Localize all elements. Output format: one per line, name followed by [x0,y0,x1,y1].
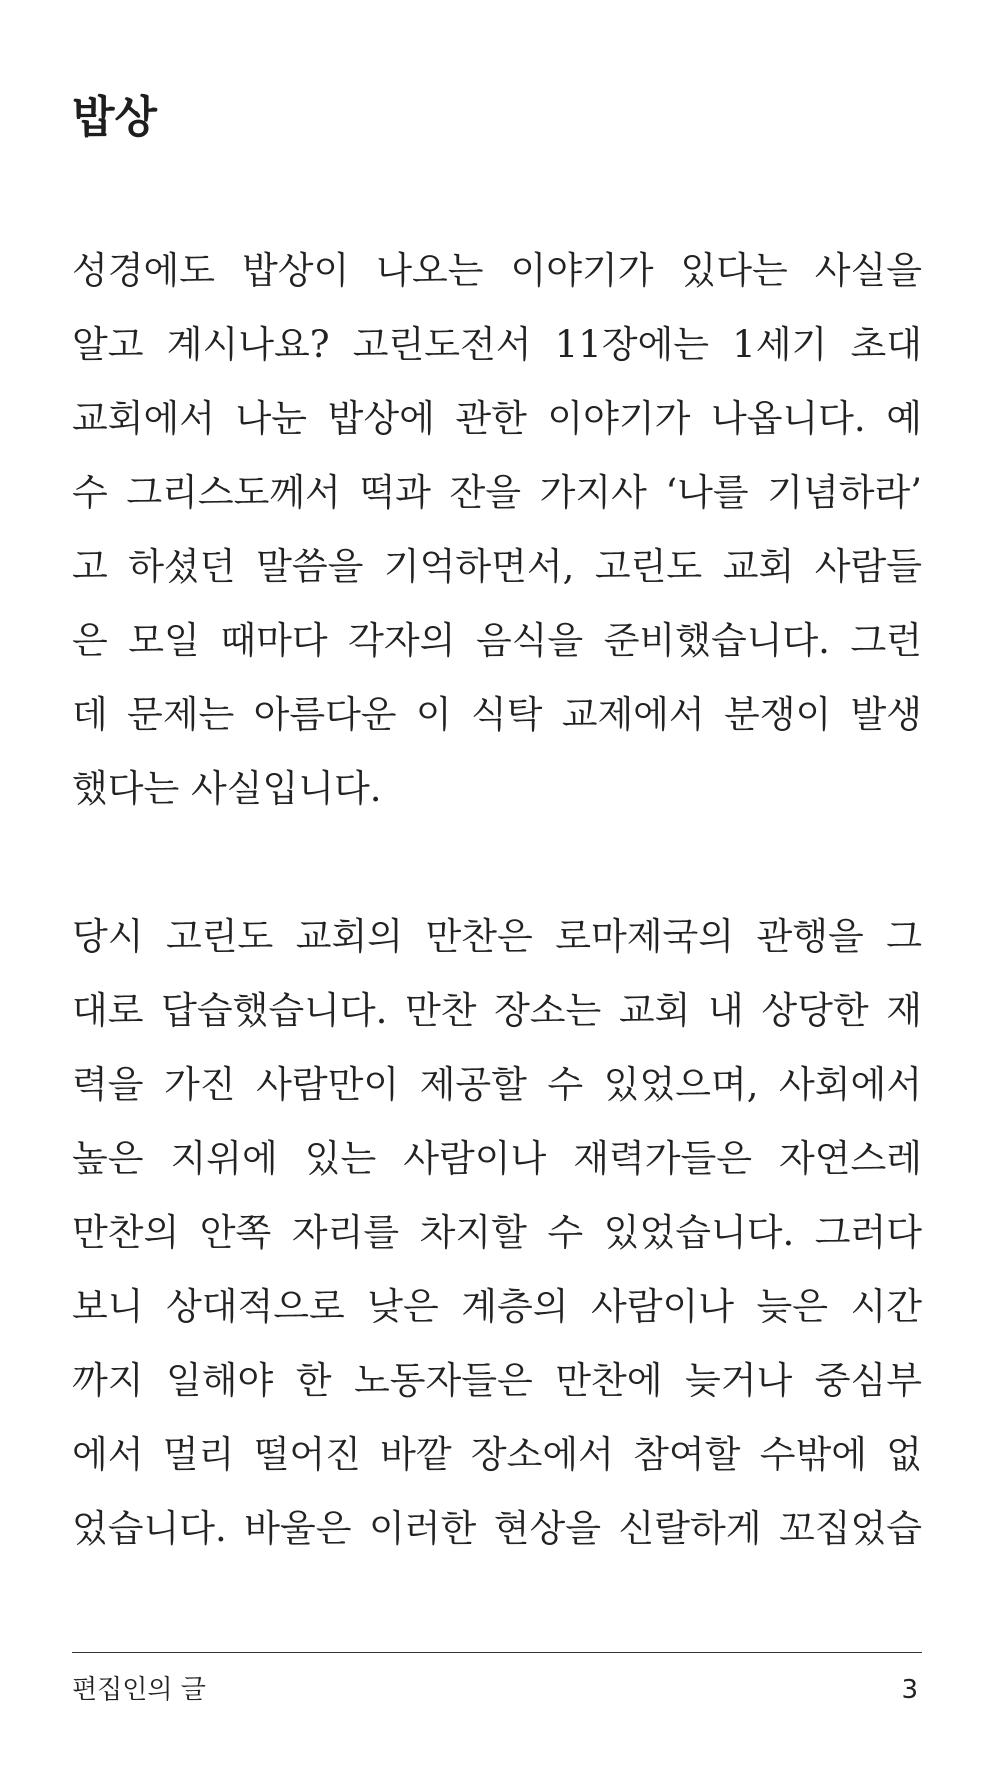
paragraph-line: 력을 가진 사람만이 제공할 수 있었으며, 사회에서 [72,1063,922,1106]
page-title: 밥상 [72,92,158,143]
paragraph-1 [72,234,922,826]
paragraph-line: 보니 상대적으로 낮은 계층의 사람이나 늦은 시간 [72,1285,922,1328]
paragraph-2 [72,900,922,1566]
paragraph-line: 수 그리스도께서 떡과 잔을 가지사 ‘나를 기념하라’ [72,471,922,514]
paragraph-line: 했다는 사실입니다. [72,767,382,810]
paragraph-line: 만찬의 안쪽 자리를 차지할 수 있었습니다. 그러다 [72,1211,922,1254]
paragraph-line: 데 문제는 아름다운 이 식탁 교제에서 분쟁이 발생 [72,693,922,736]
paragraph-line: 성경에도 밥상이 나오는 이야기가 있다는 사실을 [72,249,922,292]
footer-divider [72,1652,922,1653]
paragraph-line: 에서 멀리 떨어진 바깥 장소에서 참여할 수밖에 없 [72,1433,922,1476]
page-number: 3 [901,1675,918,1705]
footer-section-label: 편집인의 글 [72,1675,206,1705]
paragraph-line: 었습니다. 바울은 이러한 현상을 신랄하게 꼬집었습 [72,1507,922,1550]
paragraph-line: 까지 일해야 한 노동자들은 만찬에 늦거나 중심부 [72,1359,922,1402]
paragraph-line: 교회에서 나눈 밥상에 관한 이야기가 나옵니다. 예 [72,397,922,440]
paragraph-line: 대로 답습했습니다. 만찬 장소는 교회 내 상당한 재 [72,989,922,1032]
paragraph-line: 높은 지위에 있는 사람이나 재력가들은 자연스레 [72,1137,922,1180]
paragraph-line: 알고 계시나요? 고린도전서 11장에는 1세기 초대 [72,323,922,366]
paragraph-line: 당시 고린도 교회의 만찬은 로마제국의 관행을 그 [72,915,922,958]
paragraph-line: 은 모일 때마다 각자의 음식을 준비했습니다. 그런 [72,619,922,662]
paragraph-line: 고 하셨던 말씀을 기억하면서, 고린도 교회 사람들 [72,545,922,588]
